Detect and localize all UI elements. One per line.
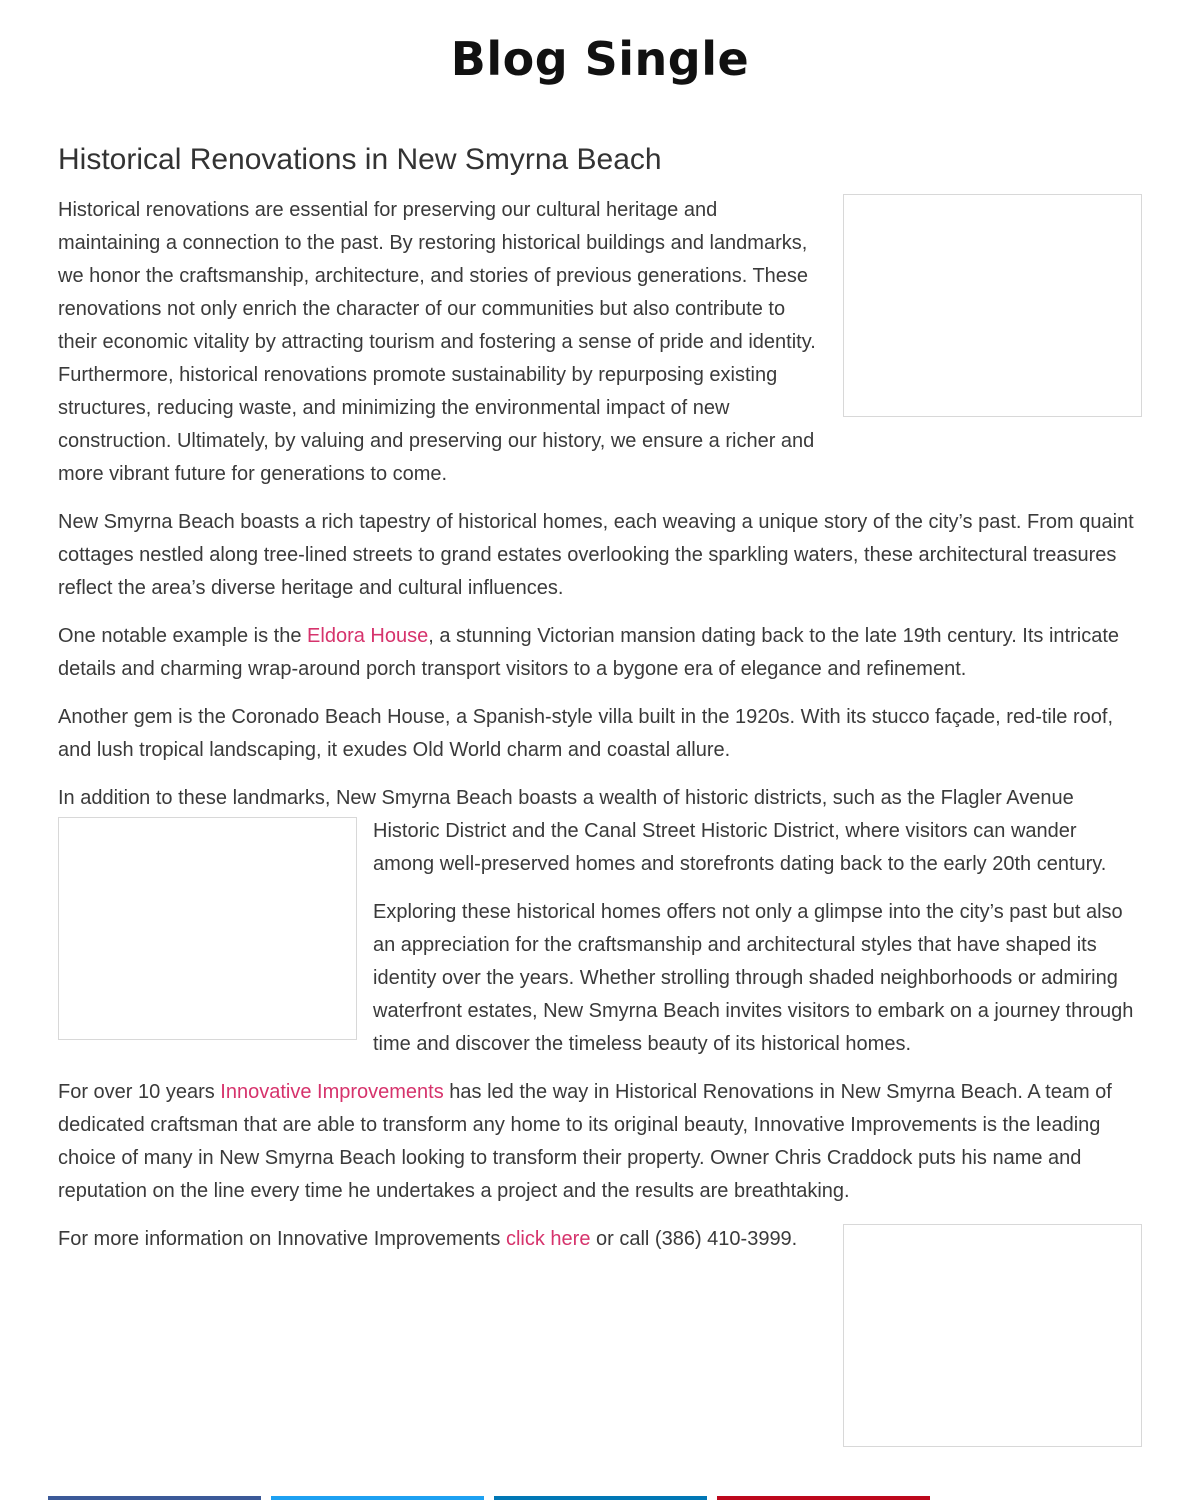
text-segment: One notable example is the xyxy=(58,625,308,647)
share-pinterest-button[interactable] xyxy=(717,1496,930,1500)
innovative-improvements-link[interactable]: Innovative Improvements xyxy=(220,1081,444,1103)
text-segment: or call (386) 410-3999. xyxy=(590,1228,798,1250)
text-segment: For over 10 years xyxy=(58,1081,221,1103)
share-twitter-button[interactable] xyxy=(271,1496,484,1500)
paragraph-coronado: Another gem is the Coronado Beach House, a Spanish-style villa built in the 1920s. With its stucco façade, red-tile roof, and lush tropical landscaping, it exudes Old World charm and coastal allure. xyxy=(58,706,1113,761)
text-segment: For more information on Innovative Improvements xyxy=(58,1228,506,1250)
article-image-1 xyxy=(843,194,1142,417)
share-linkedin-button[interactable] xyxy=(494,1496,707,1500)
click-here-link[interactable]: click here xyxy=(505,1228,591,1250)
share-bar xyxy=(48,1496,930,1500)
share-facebook-button[interactable] xyxy=(48,1496,261,1500)
paragraph-exploring: Exploring these historical homes offers not only a glimpse into the city’s past but also an appreciation for the craftsmanship and architectural styles that have shaped its identity over the years. Whether strolling through shaded neighborhoods or admiring waterfront estates, New Smyrna Beach invites visitors to embark on a journey through time and discover the timeless beauty of its historical homes. xyxy=(373,901,1134,1055)
page-title: Blog Single xyxy=(450,32,750,86)
paragraph-eldora xyxy=(58,620,1142,686)
eldora-house-link[interactable]: Eldora House xyxy=(307,625,429,647)
paragraph-districts: Historic District and the Canal Street Historic District, where visitors can wander among well-preserved homes and storefronts dating back to the early 20th century. xyxy=(373,820,1107,875)
text-segment: , a stunning Victorian mansion dating back to the late 19th century. Its intricate details and charming wrap-around porch transport visitors to a bygone era of elegance and refinement. xyxy=(58,625,1120,680)
article-title: Historical Renovations in New Smyrna Beach xyxy=(58,143,662,176)
page-header xyxy=(0,0,1200,100)
text-segment: has led the way in Historical Renovations in New Smyrna Beach. A team of dedicated craftsman that are able to transform any home to its original beauty, Innovative Improvements is the leading choice of many in New Smyrna Beach looking to transform their property. Owner Chris Craddock puts his name and reputation on the line every time he undertakes a project and the results are breathtaking. xyxy=(58,1081,1112,1202)
article-image-3 xyxy=(843,1224,1142,1447)
blog-article xyxy=(58,140,1142,1457)
paragraph-homes: New Smyrna Beach boasts a rich tapestry of historical homes, each weaving a unique story of the city’s past. From quaint cottages nestled along tree-lined streets to grand estates overlooking the sparkling waters, these architectural treasures reflect the area’s diverse heritage and cultural influences. xyxy=(58,511,1134,599)
paragraph-districts-lead: In addition to these landmarks, New Smyrna Beach boasts a wealth of historic districts, such as the Flagler Avenue xyxy=(58,787,1074,809)
paragraph-innovative xyxy=(58,1076,1142,1208)
paragraph-intro: Historical renovations are essential for preserving our cultural heritage and maintaining a connection to the past. By restoring historical buildings and landmarks, we honor the craftsmanship, architecture, and stories of previous generations. These renovations not only enrich the character of our communities but also contribute to their economic vitality by attracting tourism and fostering a sense of pride and identity. Furthermore, historical renovations promote sustainability by repurposing existing structures, reducing waste, and minimizing the environmental impact of new construction. Ultimately, by valuing and preserving our history, we ensure a richer and more vibrant future for generations to come. xyxy=(58,199,816,485)
article-image-2 xyxy=(58,817,357,1040)
